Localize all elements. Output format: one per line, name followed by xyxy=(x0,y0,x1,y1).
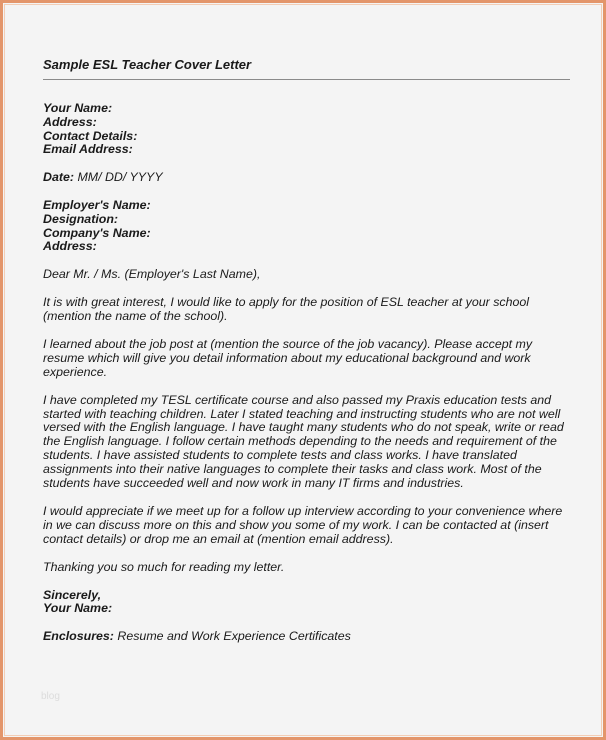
paragraph-intro: It is with great interest, I would like to apply for the position of ESL teacher at your school (mention the name of the school). xyxy=(43,295,530,323)
sender-address-label: Address: xyxy=(43,114,97,129)
paragraph-job-source: I learned about the job post at (mention the source of the job vacancy). Please accept my resume which will give you detail information about my educational background and work experience. xyxy=(43,336,533,379)
sender-name-label: Your Name: xyxy=(43,101,113,115)
watermark-text: blog xyxy=(41,691,60,702)
paragraph-interview-request: I would appreciate if we meet up for a follow up interview according to your convenience where in we can discuss more on this and show you some of my work. I can be contacted at (insert contact details) or drop me an email at (mention email address). xyxy=(43,503,563,546)
document-title: Sample ESL Teacher Cover Letter xyxy=(43,57,252,72)
title-divider xyxy=(43,79,570,80)
designation-label: Designation: xyxy=(43,211,119,226)
sender-email-label: Email Address: xyxy=(43,142,133,157)
sender-contact-label: Contact Details: xyxy=(43,128,138,143)
employer-name-label: Employer's Name: xyxy=(43,197,151,212)
closing-your-name: Your Name: xyxy=(43,601,113,616)
recipient-block xyxy=(43,199,573,254)
enclosures-line xyxy=(43,630,573,644)
sender-block xyxy=(43,102,573,157)
cover-letter-page xyxy=(43,57,573,644)
date-line xyxy=(43,171,573,185)
salutation: Dear Mr. / Ms. (Employer's Last Name), xyxy=(43,267,261,282)
enclosures-label: Enclosures: xyxy=(43,629,114,644)
enclosures-value: Resume and Work Experience Certificates xyxy=(117,629,351,644)
recipient-address-label: Address: xyxy=(43,239,97,254)
paragraph-experience: I have completed my TESL certificate course and also passed my Praxis education tests and started with teaching children. Later I stated teaching and instructing students who are not well versed with the English language. I have taught many students who do not speak, write or read the English language. I follow certain methods depending to the needs and requirement of the students. I have assisted students to complete tests and class works. I have translated assignments into their native languages to complete their tasks and class work. Most of the students have succeeded well and now work in many IT firms and industries. xyxy=(43,392,564,491)
date-value: MM/ DD/ YYYY xyxy=(77,170,163,185)
date-label: Date: xyxy=(43,170,74,185)
paragraph-thanks: Thanking you so much for reading my letter. xyxy=(43,559,285,574)
closing-sincerely: Sincerely, xyxy=(43,587,102,602)
closing-block xyxy=(43,589,573,617)
company-name-label: Company's Name: xyxy=(43,225,151,240)
